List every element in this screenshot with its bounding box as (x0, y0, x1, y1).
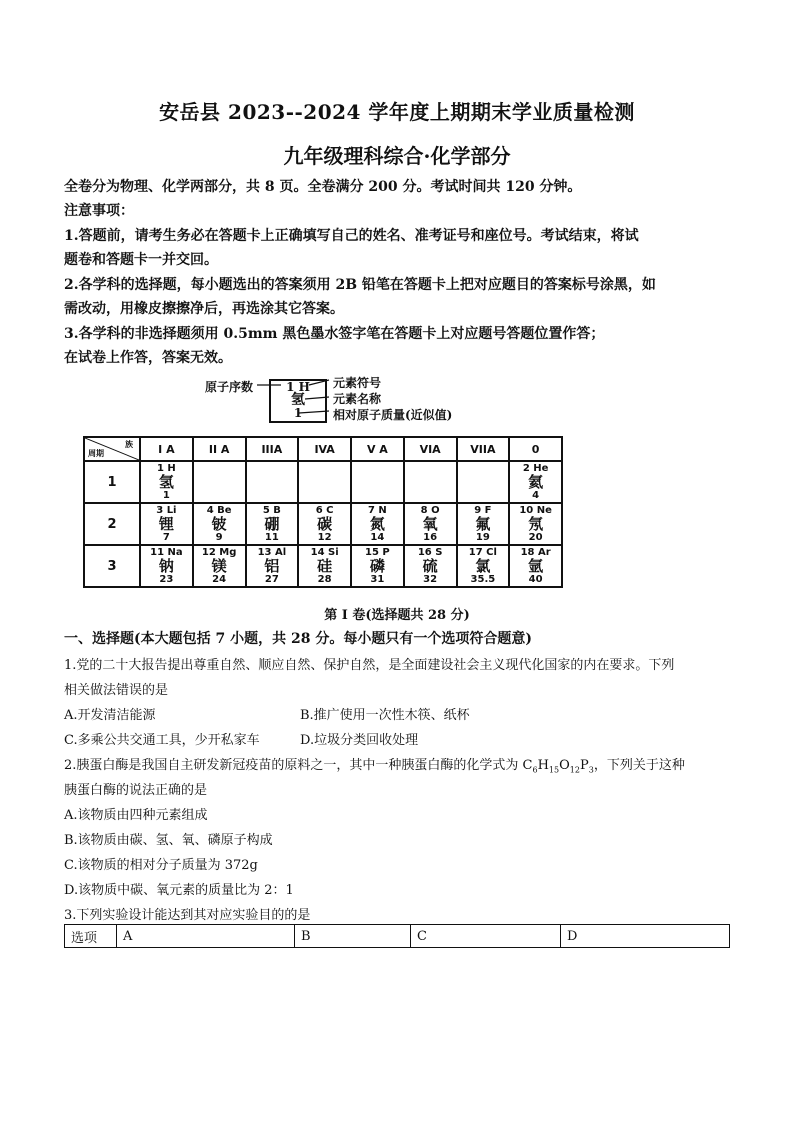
element-number-symbol: 7 N (367, 505, 387, 516)
element-name: 碳 (317, 515, 333, 533)
q2-formula-p-count: 3 (588, 765, 594, 775)
element-name: 氧 (422, 515, 438, 533)
q2-stem-b: 胰蛋白酶的说法正确的是 (64, 783, 208, 798)
section-title: 第 I 卷(选择题共 28 分) (324, 608, 470, 623)
notice-2b: 需改动，用橡皮擦擦净后，再选涂其它答案。 (64, 301, 344, 317)
element-name: 硫 (422, 557, 438, 575)
element-name: 氩 (528, 557, 544, 575)
element-name: 铝 (264, 557, 280, 575)
element-cell (509, 461, 562, 503)
element-cell (193, 545, 246, 587)
element-mass: 4 (532, 490, 540, 501)
element-cell (351, 503, 404, 545)
period-number: 1 (84, 461, 140, 503)
q2-option-d: D.该物质中碳、氧元素的质量比为 2：1 (64, 883, 294, 898)
element-mass: 40 (528, 574, 543, 585)
q2-formula-p: P (579, 758, 589, 773)
corner-period-label: 周期 (88, 449, 104, 458)
element-name: 铍 (211, 515, 227, 533)
q2-formula-c-count: 6 (532, 765, 538, 775)
q3-header-cell: B (295, 925, 411, 948)
element-number-symbol: 8 O (420, 505, 440, 516)
element-name: 锂 (158, 515, 174, 533)
notice-3b: 在试卷上作答，答案无效。 (64, 350, 232, 366)
element-mass: 23 (159, 574, 174, 585)
group-header: IIIA (246, 437, 299, 461)
periodic-table-body (84, 461, 562, 587)
legend-box-symbol: 1 H (286, 380, 310, 394)
element-cell (193, 503, 246, 545)
element-mass: 24 (212, 574, 227, 585)
group-header: IVA (298, 437, 351, 461)
element-cell (298, 503, 351, 545)
q2-formula-o: O (559, 758, 570, 773)
q1-option-a: A.开发清洁能源 (64, 708, 156, 723)
notice-1a: 1.答题前，请考生务必在答题卡上正确填写自己的姓名、准考证号和座位号。考试结束，将试 (64, 228, 639, 244)
element-mass: 12 (317, 532, 332, 543)
element-mass: 14 (370, 532, 385, 543)
table-corner (84, 437, 140, 461)
period-number: 3 (84, 545, 140, 587)
empty-cell (404, 461, 457, 503)
element-name: 钠 (158, 557, 174, 575)
element-number-symbol: 2 He (522, 463, 549, 474)
element-number-symbol: 1 H (156, 463, 176, 474)
element-mass: 19 (475, 532, 490, 543)
q3-header-cell: C (411, 925, 561, 948)
legend-symbol-label: 元素符号 (333, 376, 382, 390)
notice-1b: 题卷和答题卡一并交回。 (64, 252, 218, 268)
element-number-symbol: 6 C (315, 505, 334, 516)
q2-option-a: A.该物质由四种元素组成 (64, 808, 208, 823)
element-mass: 1 (162, 490, 170, 501)
group-header: I A (140, 437, 193, 461)
notice-heading: 注意事项： (64, 203, 134, 219)
legend-name-label: 元素名称 (333, 392, 382, 406)
element-name: 氮 (369, 515, 385, 533)
element-number-symbol: 12 Mg (201, 547, 237, 558)
element-mass: 31 (370, 574, 385, 585)
q2-stem-pre: 2.胰蛋白酶是我国自主研发新冠疫苗的原料之一，其中一种胰蛋白酶的化学式为 C (64, 758, 533, 773)
element-mass: 32 (423, 574, 438, 585)
intro-text: 全卷分为物理、化学两部分，共 8 页。全卷满分 200 分。考试时间共 120 分钟。 (64, 179, 582, 195)
q2-stem-a (64, 754, 685, 775)
element-number-symbol: 3 Li (156, 505, 177, 516)
q3-header-row (65, 925, 730, 948)
element-cell (509, 503, 562, 545)
q2-option-c: C.该物质的相对分子质量为 372g (64, 858, 258, 873)
legend-atomic-number: 原子序数 (205, 380, 254, 394)
element-number-symbol: 16 S (417, 547, 443, 558)
element-cell (140, 503, 193, 545)
empty-cell (351, 461, 404, 503)
element-number-symbol: 4 Be (206, 505, 232, 516)
legend-box-name: 氢 (291, 392, 305, 408)
exam-subtitle: 九年级理科综合·化学部分 (283, 144, 511, 168)
empty-cell (246, 461, 299, 503)
element-mass: 16 (423, 532, 438, 543)
element-name: 氟 (475, 515, 491, 533)
group-header: VIA (404, 437, 457, 461)
element-number-symbol: 11 Na (150, 547, 183, 558)
element-number-symbol: 9 F (474, 505, 492, 516)
element-name: 镁 (211, 557, 227, 575)
q2-stem-post: ，下列关于这种 (593, 758, 685, 773)
part-heading: 一、选择题(本大题包括 7 小题，共 28 分。每小题只有一个选项符合题意) (64, 631, 532, 647)
element-cell (457, 545, 510, 587)
period-row (84, 503, 562, 545)
corner-group-label: 族 (125, 440, 133, 449)
element-mass: 20 (528, 532, 543, 543)
empty-cell (457, 461, 510, 503)
element-name: 硅 (317, 557, 333, 575)
group-header: V A (351, 437, 404, 461)
q1-option-d: D.垃圾分类回收处理 (300, 733, 419, 748)
periodic-table-header (84, 437, 562, 461)
empty-cell (298, 461, 351, 503)
group-header: 0 (509, 437, 562, 461)
element-mass: 7 (162, 532, 170, 543)
notice-3a: 3.各学科的非选择题须用 0.5mm 黑色墨水签字笔在答题卡上对应题号答题位置作答； (64, 326, 605, 342)
element-cell (246, 545, 299, 587)
q1-option-b: B.推广使用一次性木筷、纸杯 (300, 708, 470, 723)
legend-box-mass: 1 (293, 406, 303, 420)
element-mass: 35.5 (470, 574, 496, 585)
q2-formula-h-count: 15 (548, 765, 560, 775)
element-name: 氯 (475, 557, 491, 575)
q3-header-cell: D (561, 925, 730, 948)
periodic-table (83, 436, 563, 588)
group-header: VIIA (457, 437, 510, 461)
q3-stem: 3.下列实验设计能达到其对应实验目的的是 (64, 908, 311, 923)
q3-header-cell: 选项 (65, 925, 117, 948)
element-number-symbol: 14 Si (310, 547, 339, 558)
q1-option-c: C.多乘公共交通工具，少开私家车 (64, 733, 260, 748)
element-cell (404, 503, 457, 545)
element-cell (457, 503, 510, 545)
q2-formula-h: H (537, 758, 549, 773)
element-cell (140, 545, 193, 587)
element-number-symbol: 15 P (365, 547, 390, 558)
q2-option-b: B.该物质由碳、氢、氧、磷原子构成 (64, 833, 273, 848)
element-name: 氖 (528, 515, 544, 533)
q2-formula-o-count: 12 (569, 765, 580, 775)
period-number: 2 (84, 503, 140, 545)
group-header: II A (193, 437, 246, 461)
element-number-symbol: 10 Ne (519, 505, 552, 516)
element-cell (404, 545, 457, 587)
element-number-symbol: 18 Ar (520, 547, 551, 558)
notice-2a: 2.各学科的选择题，每小题选出的答案须用 2B 铅笔在答题卡上把对应题目的答案标号涂黑，如 (64, 277, 656, 293)
element-cell (509, 545, 562, 587)
legend-mass-label: 相对原子质量(近似值) (333, 408, 453, 422)
element-number-symbol: 13 Al (257, 547, 287, 558)
element-mass: 9 (215, 532, 223, 543)
period-row (84, 461, 562, 503)
period-row (84, 545, 562, 587)
element-cell (246, 503, 299, 545)
element-cell (351, 545, 404, 587)
element-name: 硼 (264, 515, 280, 533)
element-cell (298, 545, 351, 587)
q3-header-cell: A (117, 925, 295, 948)
exam-title: 安岳县 2023--2024 学年度上期期末学业质量检测 (159, 100, 635, 124)
element-number-symbol: 5 B (262, 505, 281, 516)
element-legend (205, 377, 505, 423)
element-name: 氢 (158, 473, 174, 491)
element-name: 氦 (528, 473, 544, 491)
element-number-symbol: 17 Cl (468, 547, 497, 558)
element-cell (140, 461, 193, 503)
element-mass: 28 (317, 574, 332, 585)
q3-table (64, 924, 730, 948)
element-mass: 11 (264, 532, 279, 543)
element-name: 磷 (369, 557, 385, 575)
empty-cell (193, 461, 246, 503)
element-mass: 27 (264, 574, 279, 585)
q1-stem-a: 1.党的二十大报告提出尊重自然、顺应自然、保护自然，是全面建设社会主义现代化国家的内在要求。下列 (64, 658, 675, 673)
q1-stem-b: 相关做法错误的是 (64, 683, 169, 698)
